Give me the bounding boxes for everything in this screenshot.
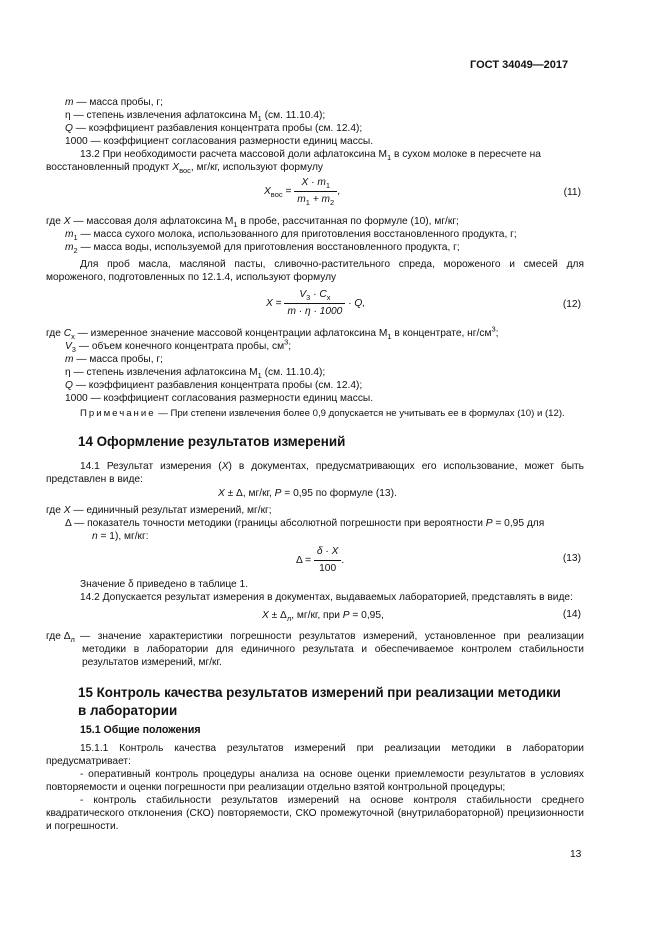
list-item: $m_1$ — масса сухого молока, использованного для приготовления восстановленного продукта, г; <box>65 229 517 243</box>
equation-number-11: (11) <box>563 187 581 198</box>
list-item: где X — единичный результат измерений, мг/кг; <box>46 505 272 516</box>
list-item: Q — коэффициент разбавления концентрата пробы (см. 12.4); <box>65 380 363 391</box>
paragraph-13-2: 13.2 При необходимости расчета массовой доли афлатоксина $M_1$ в сухом молоке в пересчете на <box>80 149 541 163</box>
list-item: 1000 — коэффициент согласования размерности единиц массы. <box>65 136 374 147</box>
paragraph-13-2-cont: восстановленный продукт $X_{вос}$, мг/кг, используют формулу <box>46 162 324 176</box>
formula-result: X ± Δ, мг/кг, P = 0,95 по формуле (13). <box>218 488 397 499</box>
list-item: Q — коэффициент разбавления концентрата пробы (см. 12.4); <box>65 123 363 134</box>
equation-14: $X \pm \Delta_л$, мг/кг, при P = 0,95, <box>262 610 384 624</box>
where-delta-l-label: где $\Delta_л$ <box>46 631 75 645</box>
equation-number-12: (12) <box>562 299 581 310</box>
list-item: Δ — показатель точности методики (границы абсолютной погрешности при вероятности P = 0,95 для <box>65 518 545 529</box>
list-item: 1000 — коэффициент согласования размерности единиц массы. <box>65 393 374 404</box>
equation-11: $X_{вос}$ = $\frac{X \cdot m_1}{m_1 + m_2}$ , <box>264 177 341 208</box>
equation-13: Δ = $\frac{\delta \cdot X}{100}$ . <box>296 546 345 574</box>
equation-12: X = $\frac{V_3 \cdot C_x}{m \cdot \eta \cdot 1000}$ · Q, <box>266 289 366 317</box>
list-item: $m_2$ — масса воды, используемой для приготовления восстановленного продукта, г; <box>65 242 460 256</box>
list-item: где X — массовая доля афлатоксина $M_1$ в пробе, рассчитанная по формуле (10), мг/кг; <box>46 216 459 230</box>
document-header: ГОСТ 34049—2017 <box>470 59 569 71</box>
list-item: m — масса пробы, г; <box>65 97 163 108</box>
section-15-title: 15 Контроль качества результатов измерений при реализации методики в лаборатории <box>78 685 561 718</box>
paragraph-14-1: 14.1 Результат измерения (X) в документах, предусматривающих его использование, может быть представлен в виде: <box>46 461 584 485</box>
delta-note: Значение δ приведено в таблице 1. <box>80 579 249 590</box>
paragraph-oil: Для проб масла, масляной пасты, сливочно-растительного спреда, мороженого и смесей для мороженого, подготовленных по 12.1.4, используют формулу <box>46 259 584 283</box>
where-delta-l-text: — значение характеристики погрешности результатов измерений, установленное при реализации методики в лаборатории для единичного результата и обеспечиваемое контролем стабильности результатов измерений, мг/кг. <box>80 631 584 668</box>
paragraph-15-1-1: 15.1.1 Контроль качества результатов измерений при реализации методики в лаборатории предусматривает: <box>46 743 584 767</box>
section-15-1-title: 15.1 Общие положения <box>80 724 201 736</box>
section-14-title: 14 Оформление результатов измерений <box>78 434 346 449</box>
note: Примечание — При степени извлечения более 0,9 допускается не учитывать ее в формулах (10) и (12). <box>80 408 565 419</box>
equation-number-14: (14) <box>562 609 581 620</box>
page-number: 13 <box>570 849 582 860</box>
list-item: m — масса пробы, г; <box>65 354 163 365</box>
bullet-item: - оперативный контроль процедуры анализа на основе оценки приемлемости результатов в условиях повторяемости и оценки погрешности при реализации отдельно взятой контрольной процедуры; <box>46 769 584 793</box>
list-item: где $C_x$ — измеренное значение массовой концентрации афлатоксина $M_1$ в концентрате, $нг/см^3$; <box>46 324 499 342</box>
list-item: η — степень извлечения афлатоксина $M_1$ (см. 11.10.4); <box>65 110 326 124</box>
list-item: η — степень извлечения афлатоксина $M_1$ (см. 11.10.4); <box>65 367 326 381</box>
equation-number-13: (13) <box>562 553 581 564</box>
list-item: $V_3$ — объем конечного концентрата пробы, $см^3$; <box>65 337 292 355</box>
bullet-item: - контроль стабильности результатов измерений на основе контроля стабильности среднего квадратического отклонения (СКО) повторяемости, СКО промежуточной (внутрилабораторной) прецизионности и погрешности. <box>46 795 584 832</box>
list-item-cont: n = 1), мг/кг: <box>92 531 149 542</box>
paragraph-14-2: 14.2 Допускается результат измерения в документах, выдаваемых лабораторией, представлять в виде: <box>80 592 573 603</box>
